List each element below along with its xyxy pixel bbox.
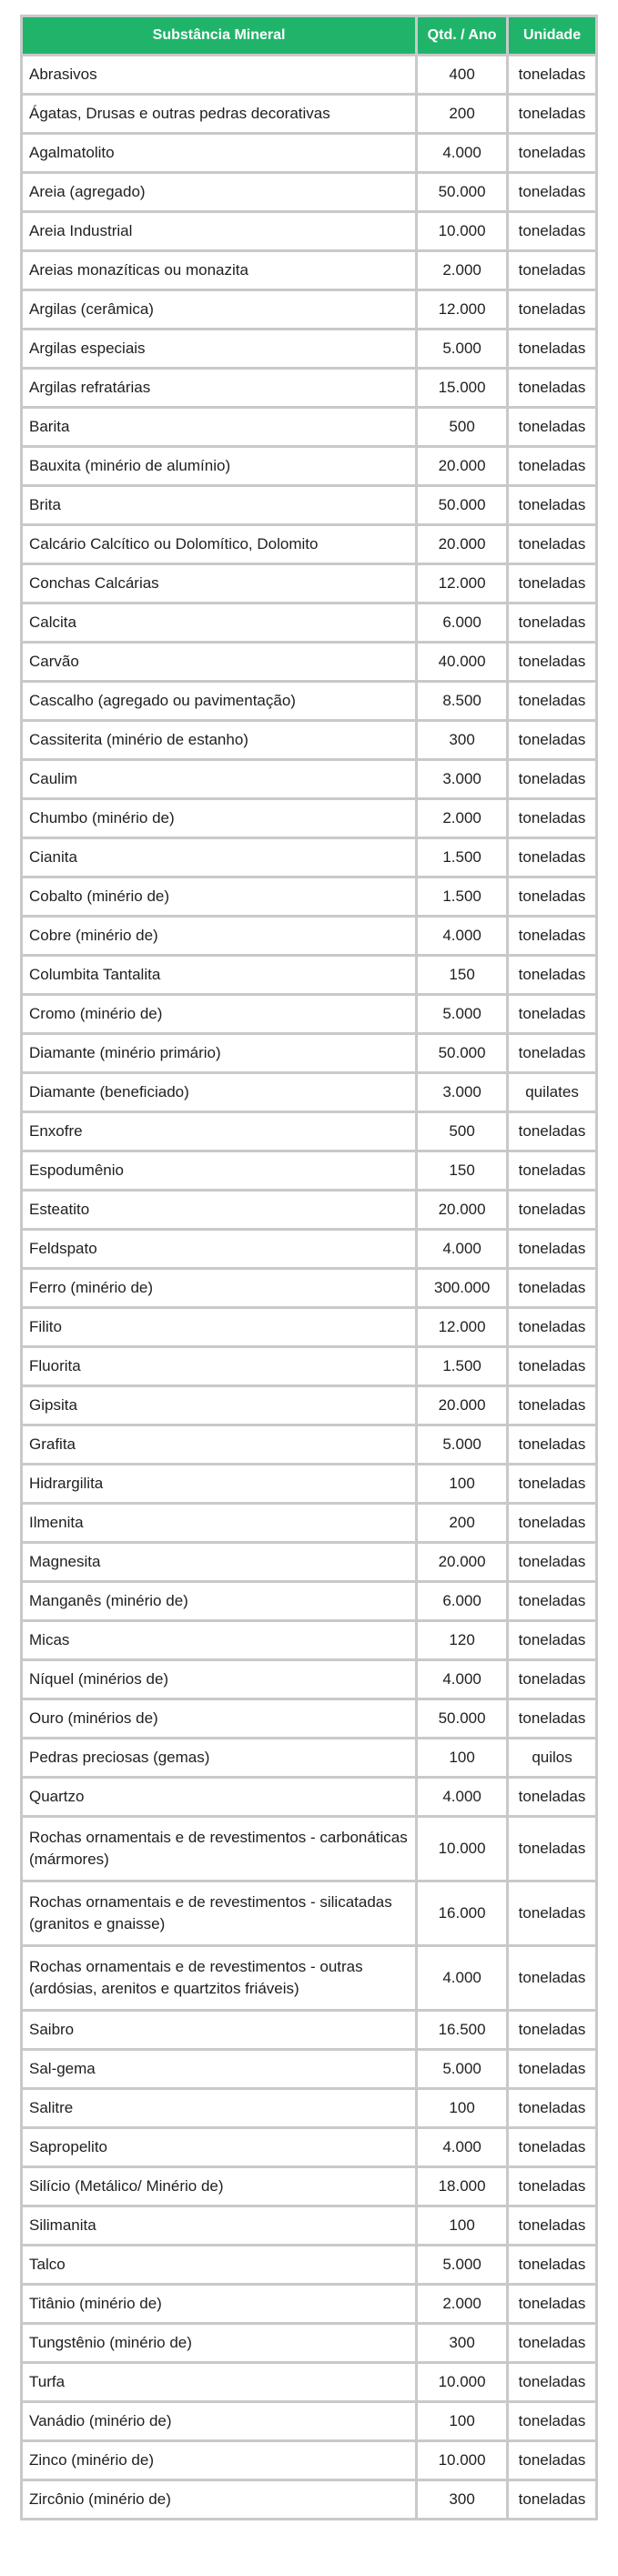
cell-quantity: 12.000 xyxy=(418,1309,506,1345)
cell-unit: toneladas xyxy=(509,2481,595,2518)
table-row xyxy=(23,722,595,758)
cell-unit: toneladas xyxy=(509,878,595,915)
table-row xyxy=(23,252,595,289)
header-row xyxy=(23,17,595,54)
table-row xyxy=(23,1700,595,1737)
cell-substance: Pedras preciosas (gemas) xyxy=(23,1739,415,1776)
minerals-table xyxy=(20,15,598,2520)
cell-substance: Hidrargilita xyxy=(23,1465,415,1502)
cell-substance: Cromo (minério de) xyxy=(23,996,415,1032)
table-row xyxy=(23,2012,595,2048)
cell-unit: toneladas xyxy=(509,1622,595,1658)
cell-substance: Rochas ornamentais e de revestimentos - carbonáticas (mármores) xyxy=(23,1818,415,1880)
cell-substance: Silimanita xyxy=(23,2207,415,2244)
cell-unit: toneladas xyxy=(509,2325,595,2361)
table-row xyxy=(23,2168,595,2205)
cell-unit: toneladas xyxy=(509,1947,595,2009)
table-row xyxy=(23,213,595,249)
cell-substance: Filito xyxy=(23,1309,415,1345)
table-row xyxy=(23,370,595,406)
cell-quantity: 5.000 xyxy=(418,2246,506,2283)
cell-substance: Magnesita xyxy=(23,1544,415,1580)
cell-quantity: 10.000 xyxy=(418,213,506,249)
table-row xyxy=(23,1387,595,1424)
cell-quantity: 300.000 xyxy=(418,1270,506,1306)
cell-unit: toneladas xyxy=(509,1465,595,1502)
cell-quantity: 10.000 xyxy=(418,2364,506,2400)
cell-unit: toneladas xyxy=(509,1192,595,1228)
cell-substance: Areias monazíticas ou monazita xyxy=(23,252,415,289)
table-row xyxy=(23,409,595,445)
cell-unit: toneladas xyxy=(509,2090,595,2126)
cell-quantity: 20.000 xyxy=(418,1544,506,1580)
cell-substance: Talco xyxy=(23,2246,415,2283)
cell-substance: Abrasivos xyxy=(23,56,415,93)
cell-unit: toneladas xyxy=(509,1818,595,1880)
cell-substance: Conchas Calcárias xyxy=(23,565,415,602)
cell-substance: Rochas ornamentais e de revestimentos - outras (ardósias, arenitos e quartzitos friáveis) xyxy=(23,1947,415,2009)
cell-substance: Rochas ornamentais e de revestimentos - silicatadas (granitos e gnaisse) xyxy=(23,1882,415,1944)
cell-substance: Ágatas, Drusas e outras pedras decorativas xyxy=(23,96,415,132)
table-row xyxy=(23,448,595,484)
cell-substance: Espodumênio xyxy=(23,1152,415,1189)
cell-unit: toneladas xyxy=(509,565,595,602)
cell-substance: Turfa xyxy=(23,2364,415,2400)
cell-quantity: 4.000 xyxy=(418,1947,506,2009)
table-row xyxy=(23,526,595,563)
cell-substance: Ferro (minério de) xyxy=(23,1270,415,1306)
cell-quantity: 3.000 xyxy=(418,761,506,797)
table-row xyxy=(23,487,595,523)
cell-substance: Zinco (minério de) xyxy=(23,2442,415,2479)
cell-unit: toneladas xyxy=(509,291,595,328)
cell-substance: Silício (Metálico/ Minério de) xyxy=(23,2168,415,2205)
cell-unit: toneladas xyxy=(509,1661,595,1698)
cell-quantity: 400 xyxy=(418,56,506,93)
cell-unit: toneladas xyxy=(509,1231,595,1267)
cell-unit: toneladas xyxy=(509,1270,595,1306)
cell-quantity: 1.500 xyxy=(418,1348,506,1384)
cell-unit: toneladas xyxy=(509,683,595,719)
cell-unit: toneladas xyxy=(509,252,595,289)
cell-substance: Argilas especiais xyxy=(23,330,415,367)
table-row xyxy=(23,2207,595,2244)
cell-quantity: 18.000 xyxy=(418,2168,506,2205)
table-row xyxy=(23,1270,595,1306)
table-row xyxy=(23,2129,595,2165)
table-row xyxy=(23,2364,595,2400)
table-row xyxy=(23,1231,595,1267)
table-row xyxy=(23,135,595,171)
cell-unit: toneladas xyxy=(509,2012,595,2048)
cell-unit: toneladas xyxy=(509,2286,595,2322)
cell-unit: toneladas xyxy=(509,1348,595,1384)
cell-substance: Feldspato xyxy=(23,1231,415,1267)
table-row xyxy=(23,291,595,328)
cell-quantity: 12.000 xyxy=(418,291,506,328)
cell-substance: Areia Industrial xyxy=(23,213,415,249)
cell-substance: Areia (agregado) xyxy=(23,174,415,210)
cell-substance: Cobre (minério de) xyxy=(23,918,415,954)
cell-unit: toneladas xyxy=(509,2442,595,2479)
table-row xyxy=(23,96,595,132)
cell-quantity: 1.500 xyxy=(418,878,506,915)
table-row xyxy=(23,918,595,954)
cell-unit: toneladas xyxy=(509,1035,595,1071)
table-row xyxy=(23,1192,595,1228)
cell-quantity: 4.000 xyxy=(418,2129,506,2165)
cell-unit: toneladas xyxy=(509,1426,595,1463)
cell-quantity: 300 xyxy=(418,2481,506,2518)
cell-substance: Ouro (minérios de) xyxy=(23,1700,415,1737)
cell-substance: Diamante (minério primário) xyxy=(23,1035,415,1071)
table-row xyxy=(23,1739,595,1776)
cell-unit: toneladas xyxy=(509,174,595,210)
table-row xyxy=(23,2286,595,2322)
cell-unit: toneladas xyxy=(509,604,595,641)
cell-quantity: 200 xyxy=(418,1505,506,1541)
cell-unit: toneladas xyxy=(509,2403,595,2439)
cell-unit: toneladas xyxy=(509,487,595,523)
cell-quantity: 3.000 xyxy=(418,1074,506,1111)
cell-substance: Chumbo (minério de) xyxy=(23,800,415,837)
table-row xyxy=(23,1505,595,1541)
cell-unit: toneladas xyxy=(509,448,595,484)
header-substance: Substância Mineral xyxy=(23,17,415,54)
cell-quantity: 50.000 xyxy=(418,1035,506,1071)
table-row xyxy=(23,996,595,1032)
cell-unit: toneladas xyxy=(509,135,595,171)
cell-substance: Sapropelito xyxy=(23,2129,415,2165)
cell-quantity: 500 xyxy=(418,1113,506,1150)
table-row xyxy=(23,1152,595,1189)
table-row xyxy=(23,2246,595,2283)
cell-unit: toneladas xyxy=(509,1882,595,1944)
cell-quantity: 16.000 xyxy=(418,1882,506,1944)
cell-quantity: 5.000 xyxy=(418,1426,506,1463)
table-row xyxy=(23,683,595,719)
cell-substance: Tungstênio (minério de) xyxy=(23,2325,415,2361)
cell-quantity: 12.000 xyxy=(418,565,506,602)
cell-substance: Agalmatolito xyxy=(23,135,415,171)
table-row xyxy=(23,2442,595,2479)
table-row xyxy=(23,565,595,602)
cell-unit: toneladas xyxy=(509,330,595,367)
cell-quantity: 4.000 xyxy=(418,135,506,171)
cell-unit: toneladas xyxy=(509,213,595,249)
cell-quantity: 15.000 xyxy=(418,370,506,406)
cell-quantity: 150 xyxy=(418,957,506,993)
table-row xyxy=(23,957,595,993)
cell-unit: toneladas xyxy=(509,2207,595,2244)
cell-unit: toneladas xyxy=(509,526,595,563)
cell-unit: toneladas xyxy=(509,957,595,993)
cell-substance: Caulim xyxy=(23,761,415,797)
cell-quantity: 300 xyxy=(418,2325,506,2361)
cell-quantity: 120 xyxy=(418,1622,506,1658)
cell-substance: Enxofre xyxy=(23,1113,415,1150)
cell-quantity: 4.000 xyxy=(418,1231,506,1267)
cell-substance: Cianita xyxy=(23,839,415,876)
table-row xyxy=(23,56,595,93)
cell-quantity: 16.500 xyxy=(418,2012,506,2048)
table-row xyxy=(23,2481,595,2518)
cell-quantity: 100 xyxy=(418,2090,506,2126)
cell-unit: toneladas xyxy=(509,1505,595,1541)
cell-quantity: 50.000 xyxy=(418,174,506,210)
cell-unit: toneladas xyxy=(509,2129,595,2165)
table-header xyxy=(23,17,595,54)
cell-substance: Titânio (minério de) xyxy=(23,2286,415,2322)
cell-unit: toneladas xyxy=(509,761,595,797)
cell-quantity: 2.000 xyxy=(418,800,506,837)
cell-quantity: 1.500 xyxy=(418,839,506,876)
cell-quantity: 2.000 xyxy=(418,252,506,289)
table-row xyxy=(23,761,595,797)
table-row xyxy=(23,1583,595,1619)
cell-quantity: 500 xyxy=(418,409,506,445)
cell-substance: Argilas (cerâmica) xyxy=(23,291,415,328)
cell-unit: toneladas xyxy=(509,1583,595,1619)
cell-quantity: 20.000 xyxy=(418,448,506,484)
cell-unit: toneladas xyxy=(509,918,595,954)
cell-quantity: 4.000 xyxy=(418,918,506,954)
cell-substance: Brita xyxy=(23,487,415,523)
table-row xyxy=(23,1035,595,1071)
cell-unit: quilos xyxy=(509,1739,595,1776)
cell-substance: Calcita xyxy=(23,604,415,641)
cell-substance: Cobalto (minério de) xyxy=(23,878,415,915)
table-row xyxy=(23,1622,595,1658)
cell-quantity: 100 xyxy=(418,1465,506,1502)
cell-quantity: 300 xyxy=(418,722,506,758)
table-row xyxy=(23,1661,595,1698)
cell-quantity: 40.000 xyxy=(418,644,506,680)
cell-quantity: 6.000 xyxy=(418,604,506,641)
cell-quantity: 20.000 xyxy=(418,1192,506,1228)
cell-substance: Salitre xyxy=(23,2090,415,2126)
cell-substance: Saibro xyxy=(23,2012,415,2048)
cell-quantity: 20.000 xyxy=(418,526,506,563)
cell-unit: toneladas xyxy=(509,370,595,406)
cell-unit: toneladas xyxy=(509,2246,595,2283)
table-row xyxy=(23,1465,595,1502)
table-row xyxy=(23,2051,595,2087)
cell-unit: toneladas xyxy=(509,839,595,876)
cell-substance: Vanádio (minério de) xyxy=(23,2403,415,2439)
cell-substance: Cascalho (agregado ou pavimentação) xyxy=(23,683,415,719)
cell-quantity: 20.000 xyxy=(418,1387,506,1424)
table-row xyxy=(23,1348,595,1384)
cell-unit: toneladas xyxy=(509,2051,595,2087)
cell-substance: Calcário Calcítico ou Dolomítico, Dolomito xyxy=(23,526,415,563)
table-row xyxy=(23,1947,595,2009)
table-row xyxy=(23,2403,595,2439)
cell-substance: Columbita Tantalita xyxy=(23,957,415,993)
cell-unit: toneladas xyxy=(509,722,595,758)
cell-substance: Gipsita xyxy=(23,1387,415,1424)
cell-substance: Barita xyxy=(23,409,415,445)
cell-quantity: 100 xyxy=(418,1739,506,1776)
cell-quantity: 4.000 xyxy=(418,1661,506,1698)
table-row xyxy=(23,1818,595,1880)
cell-substance: Argilas refratárias xyxy=(23,370,415,406)
cell-substance: Carvão xyxy=(23,644,415,680)
cell-quantity: 200 xyxy=(418,96,506,132)
cell-quantity: 5.000 xyxy=(418,330,506,367)
minerals-table-container xyxy=(20,15,598,2520)
cell-unit: toneladas xyxy=(509,1309,595,1345)
cell-unit: toneladas xyxy=(509,56,595,93)
cell-substance: Bauxita (minério de alumínio) xyxy=(23,448,415,484)
table-row xyxy=(23,2090,595,2126)
table-row xyxy=(23,1426,595,1463)
cell-quantity: 5.000 xyxy=(418,996,506,1032)
cell-substance: Diamante (beneficiado) xyxy=(23,1074,415,1111)
cell-unit: toneladas xyxy=(509,1544,595,1580)
cell-quantity: 50.000 xyxy=(418,487,506,523)
cell-quantity: 100 xyxy=(418,2403,506,2439)
cell-quantity: 100 xyxy=(418,2207,506,2244)
table-row xyxy=(23,1309,595,1345)
cell-substance: Zircônio (minério de) xyxy=(23,2481,415,2518)
cell-quantity: 2.000 xyxy=(418,2286,506,2322)
table-row xyxy=(23,644,595,680)
table-body xyxy=(23,56,595,2518)
table-row xyxy=(23,1074,595,1111)
cell-unit: toneladas xyxy=(509,1113,595,1150)
cell-quantity: 6.000 xyxy=(418,1583,506,1619)
table-row xyxy=(23,800,595,837)
cell-substance: Níquel (minérios de) xyxy=(23,1661,415,1698)
cell-substance: Esteatito xyxy=(23,1192,415,1228)
cell-quantity: 4.000 xyxy=(418,1779,506,1815)
table-row xyxy=(23,1113,595,1150)
cell-quantity: 8.500 xyxy=(418,683,506,719)
cell-unit: toneladas xyxy=(509,2364,595,2400)
table-row xyxy=(23,2325,595,2361)
cell-substance: Quartzo xyxy=(23,1779,415,1815)
cell-unit: toneladas xyxy=(509,1152,595,1189)
table-row xyxy=(23,878,595,915)
cell-unit: toneladas xyxy=(509,996,595,1032)
cell-substance: Grafita xyxy=(23,1426,415,1463)
table-row xyxy=(23,1544,595,1580)
cell-substance: Sal-gema xyxy=(23,2051,415,2087)
table-row xyxy=(23,330,595,367)
cell-unit: toneladas xyxy=(509,96,595,132)
cell-quantity: 10.000 xyxy=(418,1818,506,1880)
table-row xyxy=(23,1779,595,1815)
cell-unit: toneladas xyxy=(509,1387,595,1424)
table-row xyxy=(23,604,595,641)
table-row xyxy=(23,839,595,876)
cell-unit: toneladas xyxy=(509,1700,595,1737)
cell-quantity: 150 xyxy=(418,1152,506,1189)
cell-unit: toneladas xyxy=(509,800,595,837)
cell-unit: toneladas xyxy=(509,2168,595,2205)
cell-substance: Micas xyxy=(23,1622,415,1658)
table-row xyxy=(23,1882,595,1944)
header-unit: Unidade xyxy=(509,17,595,54)
cell-substance: Manganês (minério de) xyxy=(23,1583,415,1619)
cell-unit: toneladas xyxy=(509,1779,595,1815)
cell-substance: Cassiterita (minério de estanho) xyxy=(23,722,415,758)
cell-unit: toneladas xyxy=(509,644,595,680)
table-row xyxy=(23,174,595,210)
header-quantity: Qtd. / Ano xyxy=(418,17,506,54)
cell-unit: toneladas xyxy=(509,409,595,445)
cell-substance: Ilmenita xyxy=(23,1505,415,1541)
cell-quantity: 5.000 xyxy=(418,2051,506,2087)
cell-unit: quilates xyxy=(509,1074,595,1111)
cell-quantity: 10.000 xyxy=(418,2442,506,2479)
cell-quantity: 50.000 xyxy=(418,1700,506,1737)
cell-substance: Fluorita xyxy=(23,1348,415,1384)
